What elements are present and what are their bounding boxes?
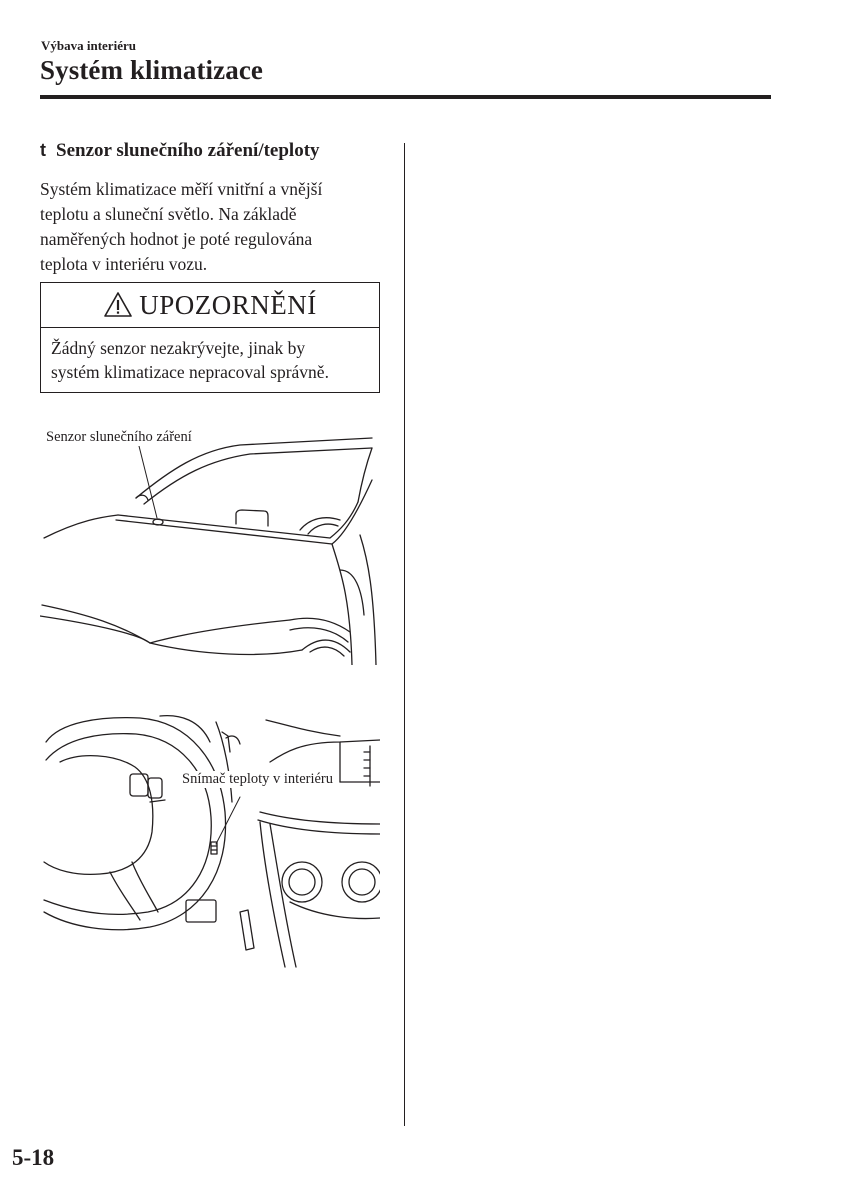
body-line: Systém klimatizace měří vnitřní a vnější <box>40 179 323 199</box>
temp-sensor-label: Snímač teploty v interiéru <box>182 771 334 787</box>
body-line: teplota v interiéru vozu. <box>40 254 208 274</box>
bullet-marker: t <box>40 140 46 160</box>
sun-sensor-label: Senzor slunečního záření <box>46 429 192 445</box>
temp-sensor-figure <box>40 712 380 970</box>
title-rule <box>40 95 771 99</box>
windshield-illustration <box>40 420 380 665</box>
column-divider <box>404 143 405 1126</box>
page-number: 5-18 <box>12 1145 55 1170</box>
subsection-heading-text: Senzor slunečního záření/teploty <box>56 140 320 161</box>
caution-header <box>41 283 379 328</box>
caution-line: systém klimatizace nepracoval správně. <box>51 362 329 382</box>
caution-line: Žádný senzor nezakrývejte, jinak by <box>51 338 306 358</box>
section-label: Výbava interiéru <box>41 38 136 53</box>
dashboard-illustration <box>40 712 380 970</box>
page-title: Systém klimatizace <box>40 55 263 85</box>
sun-sensor-figure <box>40 420 380 665</box>
body-line: teplotu a sluneční světlo. Na základě <box>40 204 297 224</box>
caution-title: UPOZORNĚNÍ <box>139 289 317 320</box>
subsection-heading <box>40 140 320 162</box>
caution-text <box>41 328 379 384</box>
warning-triangle-icon <box>103 291 133 319</box>
body-paragraph <box>40 177 385 277</box>
caution-box <box>40 282 380 393</box>
body-line: naměřených hodnot je poté regulována <box>40 229 313 249</box>
